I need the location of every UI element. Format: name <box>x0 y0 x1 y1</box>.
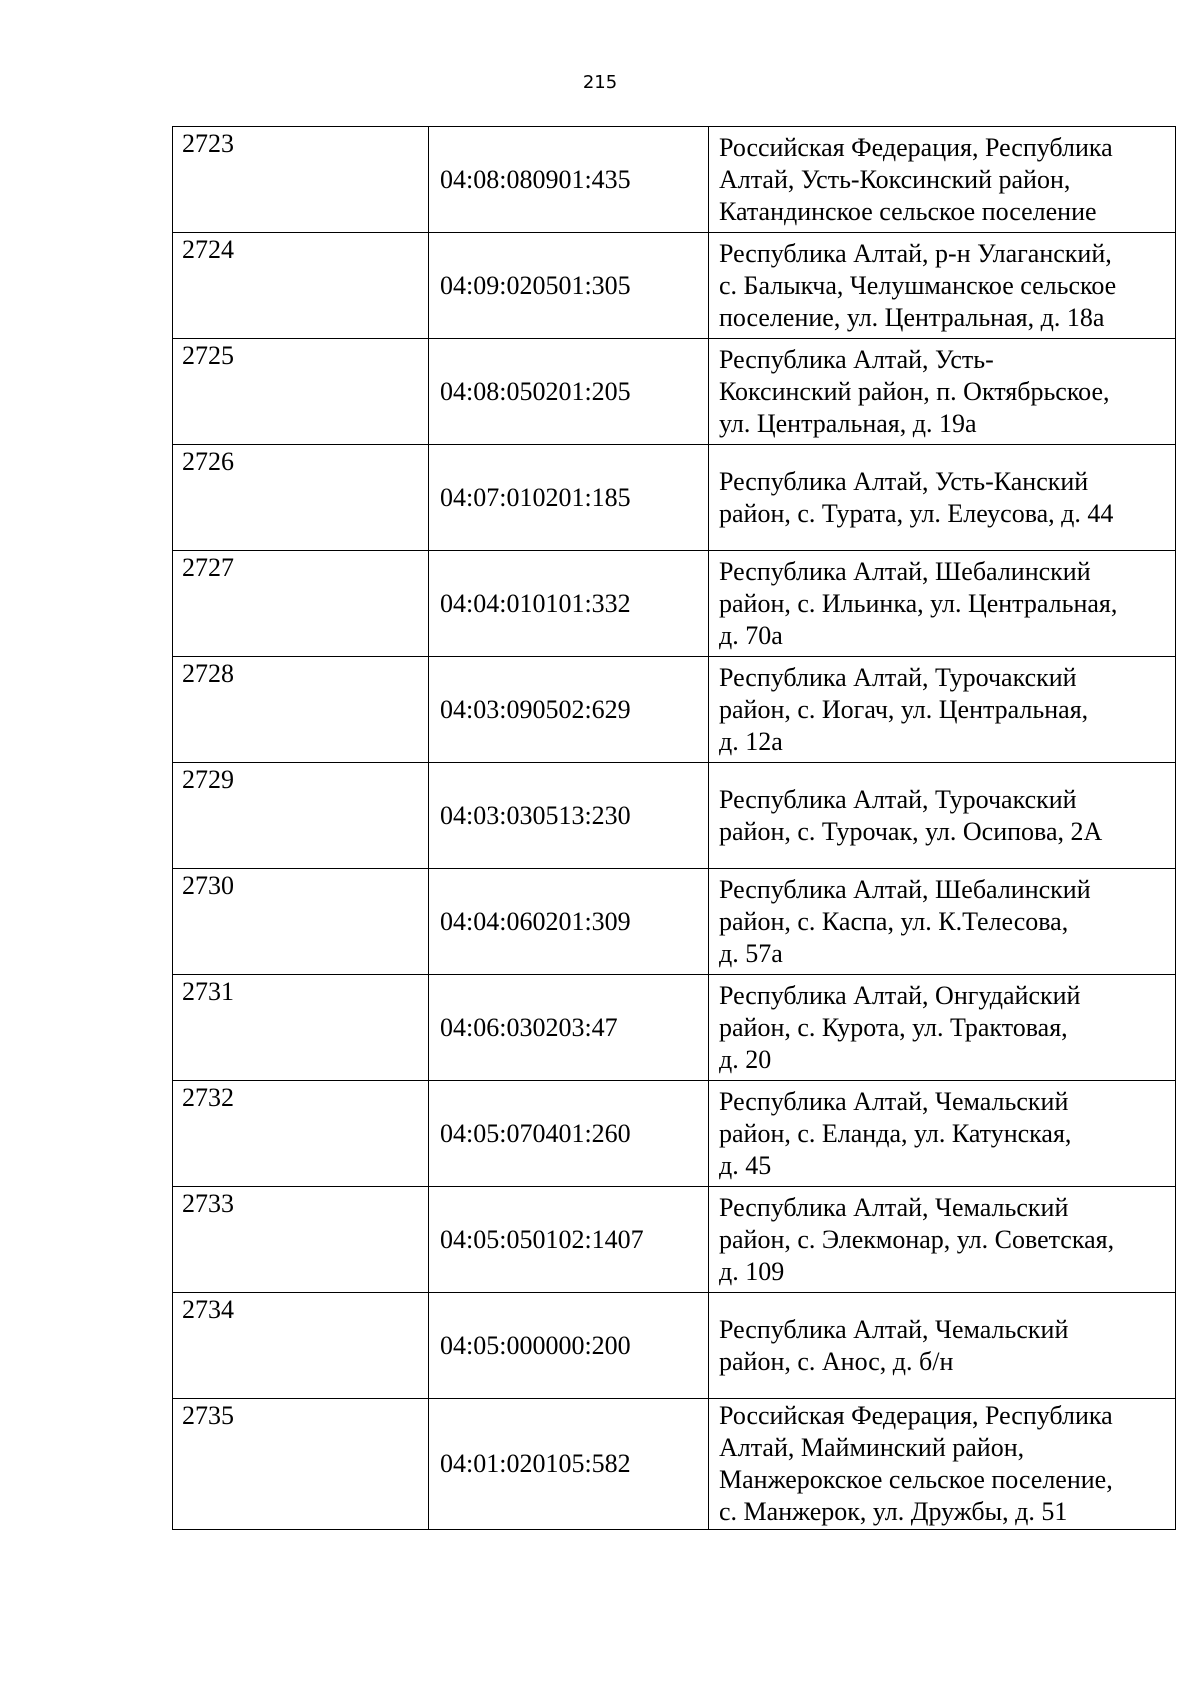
table-row <box>173 869 1176 975</box>
address-cell <box>709 1187 1176 1293</box>
address-line: Республика Алтай, Усть- <box>719 344 994 374</box>
address-line: д. 12а <box>719 726 783 756</box>
address-line: район, с. Каспа, ул. К.Телесова, <box>719 906 1069 936</box>
address-cell <box>709 1081 1176 1187</box>
table-row <box>173 975 1176 1081</box>
registry-table <box>172 126 1176 1530</box>
address-line: Алтай, Майминский район, <box>719 1433 1025 1462</box>
address-line: район, с. Курота, ул. Трактовая, <box>719 1012 1068 1042</box>
address-line: Республика Алтай, Шебалинский <box>719 556 1091 586</box>
address-line: Республика Алтай, Усть-Канский <box>719 466 1089 496</box>
row-number-cell: 2731 <box>173 975 429 1081</box>
table-row <box>173 551 1176 657</box>
cadastral-number-cell: 04:05:050102:1407 <box>429 1187 709 1293</box>
address-line: д. 57а <box>719 938 783 968</box>
address-line: Катандинское сельское поселение <box>719 196 1097 226</box>
address-line: район, с. Иогач, ул. Центральная, <box>719 694 1089 724</box>
address-line: д. 109 <box>719 1256 785 1286</box>
row-number-cell: 2723 <box>173 127 429 233</box>
row-number-cell: 2728 <box>173 657 429 763</box>
address-line: ул. Центральная, д. 19а <box>719 408 977 438</box>
address-line: район, с. Турата, ул. Елеусова, д. 44 <box>719 498 1114 528</box>
row-number-cell: 2732 <box>173 1081 429 1187</box>
page-number: 215 <box>582 72 618 93</box>
address-line: Республика Алтай, р-н Улаганский, <box>719 238 1112 268</box>
address-line: Республика Алтай, Чемальский <box>719 1314 1069 1344</box>
address-line: д. 20 <box>719 1044 772 1074</box>
table-row <box>173 763 1176 869</box>
address-line: с. Манжерок, ул. Дружбы, д. 51 <box>719 1497 1068 1526</box>
cadastral-number-cell: 04:03:090502:629 <box>429 657 709 763</box>
address-cell <box>709 763 1176 869</box>
cadastral-number-cell: 04:04:010101:332 <box>429 551 709 657</box>
address-line: Республика Алтай, Онгудайский <box>719 980 1081 1010</box>
address-cell <box>709 551 1176 657</box>
address-line: Российская Федерация, Республика <box>719 132 1113 162</box>
address-line: район, с. Турочак, ул. Осипова, 2А <box>719 816 1103 846</box>
cadastral-number-cell: 04:08:050201:205 <box>429 339 709 445</box>
address-line: район, с. Анос, д. б/н <box>719 1346 954 1376</box>
row-number-cell: 2725 <box>173 339 429 445</box>
address-line: район, с. Ильинка, ул. Центральная, <box>719 588 1118 618</box>
row-number-cell: 2735 <box>173 1399 429 1530</box>
address-line: поселение, ул. Центральная, д. 18а <box>719 302 1105 332</box>
cadastral-number-cell: 04:04:060201:309 <box>429 869 709 975</box>
row-number-cell: 2727 <box>173 551 429 657</box>
address-line: Манжерокское сельское поселение, <box>719 1465 1113 1494</box>
row-number-cell: 2726 <box>173 445 429 551</box>
address-cell <box>709 233 1176 339</box>
address-line: Республика Алтай, Турочакский <box>719 784 1077 814</box>
address-line: Коксинский район, п. Октябрьское, <box>719 376 1110 406</box>
address-line: д. 45 <box>719 1150 772 1180</box>
address-line: Российская Федерация, Республика <box>719 1401 1113 1430</box>
cadastral-number-cell: 04:05:070401:260 <box>429 1081 709 1187</box>
address-cell <box>709 339 1176 445</box>
cadastral-number-cell: 04:07:010201:185 <box>429 445 709 551</box>
address-cell <box>709 127 1176 233</box>
address-cell <box>709 445 1176 551</box>
cadastral-number-cell: 04:03:030513:230 <box>429 763 709 869</box>
table-row <box>173 445 1176 551</box>
table-row <box>173 1293 1176 1399</box>
registry-table-body <box>173 127 1176 1530</box>
row-number-cell: 2733 <box>173 1187 429 1293</box>
row-number-cell: 2730 <box>173 869 429 975</box>
table-row <box>173 127 1176 233</box>
row-number-cell: 2734 <box>173 1293 429 1399</box>
cadastral-number-cell: 04:08:080901:435 <box>429 127 709 233</box>
address-cell <box>709 975 1176 1081</box>
row-number-cell: 2729 <box>173 763 429 869</box>
address-line: Республика Алтай, Турочакский <box>719 662 1077 692</box>
address-line: с. Балыкча, Челушманское сельское <box>719 270 1117 300</box>
cadastral-number-cell: 04:06:030203:47 <box>429 975 709 1081</box>
cadastral-number-cell: 04:09:020501:305 <box>429 233 709 339</box>
table-row <box>173 233 1176 339</box>
table-row <box>173 1187 1176 1293</box>
table-row <box>173 339 1176 445</box>
address-line: район, с. Элекмонар, ул. Советская, <box>719 1224 1115 1254</box>
address-cell <box>709 869 1176 975</box>
row-number-cell: 2724 <box>173 233 429 339</box>
address-line: район, с. Еланда, ул. Катунская, <box>719 1118 1072 1148</box>
address-cell <box>709 657 1176 763</box>
table-row <box>173 1081 1176 1187</box>
address-cell <box>709 1399 1176 1530</box>
table-row <box>173 1399 1176 1530</box>
address-line: д. 70а <box>719 620 783 650</box>
address-cell <box>709 1293 1176 1399</box>
address-line: Республика Алтай, Чемальский <box>719 1192 1069 1222</box>
address-line: Алтай, Усть-Коксинский район, <box>719 164 1071 194</box>
cadastral-number-cell: 04:05:000000:200 <box>429 1293 709 1399</box>
table-row <box>173 657 1176 763</box>
address-line: Республика Алтай, Чемальский <box>719 1086 1069 1116</box>
cadastral-number-cell: 04:01:020105:582 <box>429 1399 709 1530</box>
address-line: Республика Алтай, Шебалинский <box>719 874 1091 904</box>
